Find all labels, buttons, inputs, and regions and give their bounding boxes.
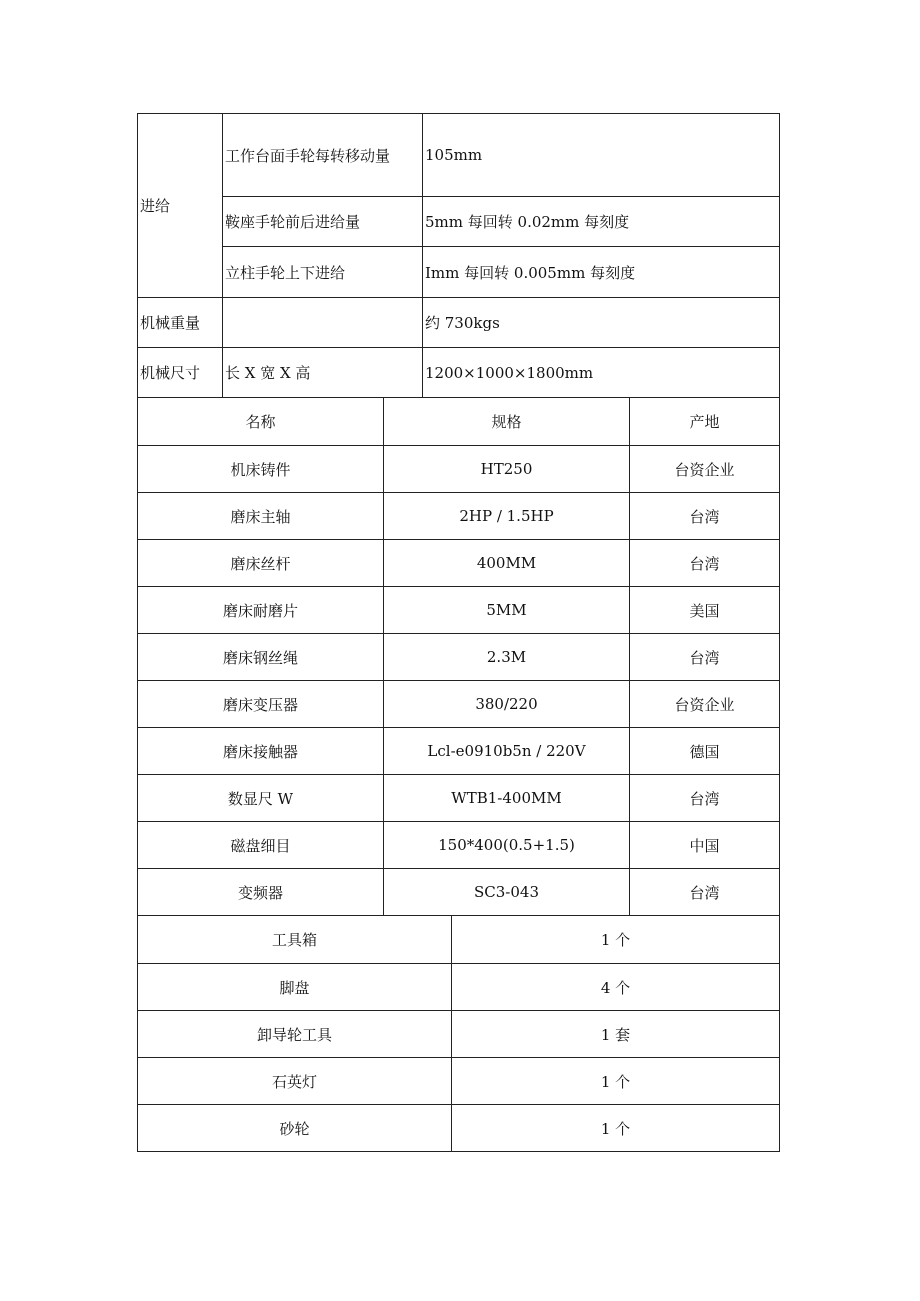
spec-value: Imm 每回转 0.005mm 每刻度 (423, 247, 780, 298)
table-row (138, 247, 780, 298)
accessory-name: 砂轮 (138, 1105, 452, 1152)
table-row (138, 540, 780, 587)
component-origin: 台湾 (630, 493, 780, 540)
table-row (138, 446, 780, 493)
component-name: 磁盘细目 (138, 822, 384, 869)
spec-item: 工作台面手轮每转移动量 (223, 114, 423, 197)
component-spec: 380/220 (384, 681, 630, 728)
table-row (138, 114, 780, 197)
spec-value: 1200×1000×1800mm (423, 348, 780, 398)
accessories-table (137, 915, 780, 1152)
accessory-name: 工具箱 (138, 916, 452, 964)
component-origin: 德国 (630, 728, 780, 775)
spec-item (223, 298, 423, 348)
component-origin: 台湾 (630, 775, 780, 822)
table-row (138, 916, 780, 964)
component-name: 磨床耐磨片 (138, 587, 384, 634)
table-row (138, 1011, 780, 1058)
component-spec: 150*400(0.5+1.5) (384, 822, 630, 869)
component-spec: 2.3M (384, 634, 630, 681)
accessory-name: 卸导轮工具 (138, 1011, 452, 1058)
component-name: 磨床丝杆 (138, 540, 384, 587)
component-origin: 台湾 (630, 540, 780, 587)
spec-item: 鞍座手轮前后进给量 (223, 197, 423, 247)
component-spec: Lcl-e0910b5n / 220V (384, 728, 630, 775)
component-name: 机床铸件 (138, 446, 384, 493)
spec-item: 长 X 宽 X 高 (223, 348, 423, 398)
component-spec: 400MM (384, 540, 630, 587)
spec-item: 立柱手轮上下进给 (223, 247, 423, 298)
table-row (138, 1105, 780, 1152)
component-name: 变频器 (138, 869, 384, 916)
accessory-qty: 1 套 (452, 1011, 780, 1058)
accessory-name: 石英灯 (138, 1058, 452, 1105)
component-name: 磨床钢丝绳 (138, 634, 384, 681)
header-name: 名称 (138, 398, 384, 446)
table-row (138, 1058, 780, 1105)
accessory-name: 脚盘 (138, 964, 452, 1011)
components-table (137, 397, 780, 916)
header-spec: 规格 (384, 398, 630, 446)
table-row (138, 348, 780, 398)
component-origin: 台湾 (630, 869, 780, 916)
component-spec: WTB1-400MM (384, 775, 630, 822)
weight-label: 机械重量 (138, 298, 223, 348)
spec-value: 105mm (423, 114, 780, 197)
machine-spec-table (137, 113, 780, 398)
spec-value: 约 730kgs (423, 298, 780, 348)
component-spec: 5MM (384, 587, 630, 634)
table-row (138, 493, 780, 540)
size-label: 机械尺寸 (138, 348, 223, 398)
component-origin: 美国 (630, 587, 780, 634)
component-origin: 台资企业 (630, 681, 780, 728)
spec-sheet (137, 113, 779, 1152)
component-spec: SC3-043 (384, 869, 630, 916)
accessory-qty: 1 个 (452, 1105, 780, 1152)
component-name: 磨床变压器 (138, 681, 384, 728)
spec-value: 5mm 每回转 0.02mm 每刻度 (423, 197, 780, 247)
table-row (138, 587, 780, 634)
table-row (138, 964, 780, 1011)
header-row (138, 398, 780, 446)
feed-label: 进给 (138, 114, 223, 298)
header-origin: 产地 (630, 398, 780, 446)
table-row (138, 634, 780, 681)
table-row (138, 681, 780, 728)
table-row (138, 869, 780, 916)
component-origin: 台资企业 (630, 446, 780, 493)
component-name: 磨床接触器 (138, 728, 384, 775)
accessory-qty: 1 个 (452, 916, 780, 964)
component-spec: 2HP / 1.5HP (384, 493, 630, 540)
table-row (138, 822, 780, 869)
component-origin: 台湾 (630, 634, 780, 681)
table-row (138, 298, 780, 348)
table-row (138, 197, 780, 247)
component-spec: HT250 (384, 446, 630, 493)
component-name: 数显尺 W (138, 775, 384, 822)
accessory-qty: 1 个 (452, 1058, 780, 1105)
component-name: 磨床主轴 (138, 493, 384, 540)
component-origin: 中国 (630, 822, 780, 869)
table-row (138, 775, 780, 822)
accessory-qty: 4 个 (452, 964, 780, 1011)
table-row (138, 728, 780, 775)
